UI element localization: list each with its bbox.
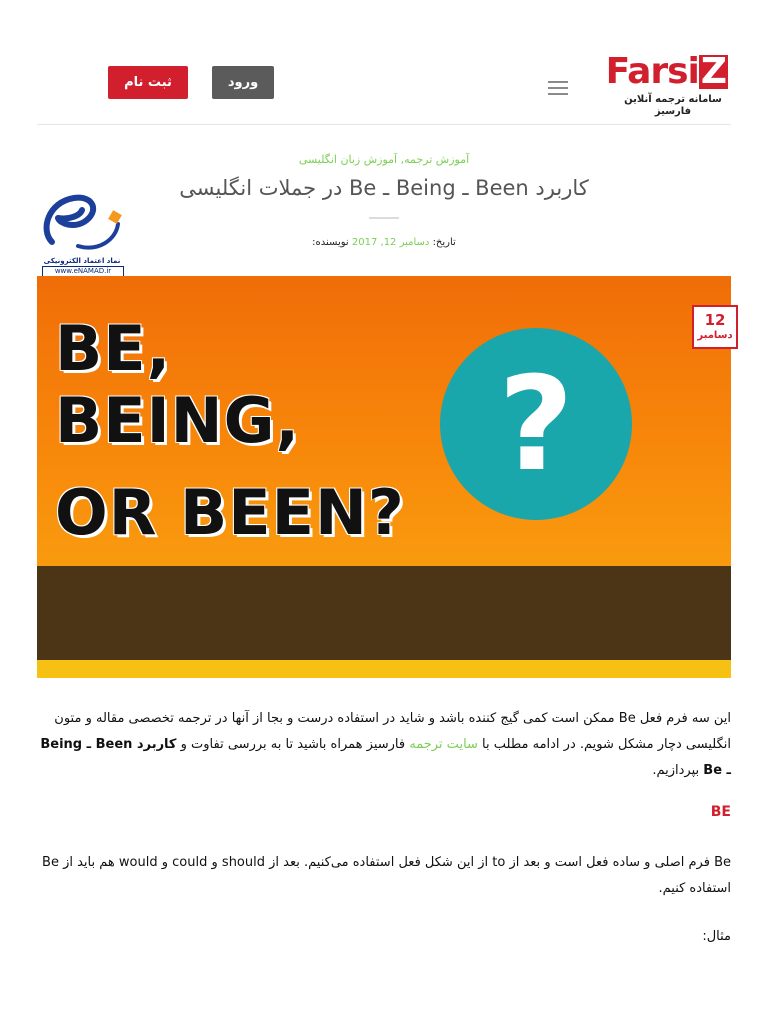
post-title: کاربرد Been ـ Being ـ Be در جملات انگلیسی [179, 176, 589, 200]
hero-text-line1: BE, [55, 312, 172, 385]
hero-yellow-strip [37, 660, 731, 678]
be-paragraph: Be فرم اصلی و ساده فعل است و بعد از to از این شکل فعل استفاده می‌کنیم. بعد از should و could و would هم باید از Be استفاده کنیم. [42, 855, 731, 896]
section-heading-be: BE [710, 804, 731, 820]
login-button[interactable]: ورود [212, 66, 274, 99]
date-badge-day: 12 [704, 311, 726, 329]
translation-site-link[interactable]: سایت ترجمه [409, 737, 478, 752]
hero-brown-band [37, 566, 731, 660]
intro-paragraph: این سه فرم فعل Be ممکن است کمی گیج کننده باشد و شاید در استفاده درست و بجا از آنها در ترجمه تخصصی مقاله و متون انگلیسی دچار مشکل شویم. در ادامه مطلب با سایت ترجمه فارسیز همراه باشید تا به بررسی تفاوت و کاربرد Been ـ Being ـ Be بپردازیم. [40, 711, 731, 778]
hero-text-line3: OR BEEN? [55, 476, 405, 549]
intro-bold-phrase: کاربرد Been ـ Being ـ Be [40, 737, 731, 778]
date-badge-month: دسامبر [697, 330, 733, 341]
meta-author-label: نویسنده: [312, 237, 349, 248]
logo-z-mark: Z [700, 51, 726, 92]
site-header [0, 0, 768, 125]
enamad-url: www.eNAMAD.ir [42, 266, 124, 277]
logo-subtitle [618, 94, 728, 118]
date-badge [692, 305, 738, 349]
register-button[interactable]: ثبت نام [108, 66, 188, 99]
example-label: مثال: [702, 929, 731, 944]
logo-wordmark: FarsiZ [605, 51, 726, 92]
logo-subtitle-line2: فارسیز [654, 106, 692, 117]
featured-image [37, 276, 731, 678]
title-divider [369, 217, 399, 219]
question-mark-icon: ? [498, 348, 574, 500]
enamad-caption: نماد اعتماد الکترونیکی [43, 257, 121, 265]
header-divider [37, 124, 731, 125]
meta-date[interactable]: دسامبر 12, 2017 [351, 237, 430, 248]
hamburger-menu-icon[interactable] [546, 78, 570, 98]
logo-subtitle-line1: سامانه ترجمه آنلاین [624, 94, 722, 105]
hero-text-line2: BEING, [55, 384, 301, 457]
post-categories[interactable]: آموزش ترجمه, آموزش زبان انگلیسی [298, 153, 470, 166]
post-meta [0, 237, 768, 248]
meta-date-prefix: تاریخ: [432, 237, 456, 248]
site-logo[interactable] [600, 52, 732, 122]
